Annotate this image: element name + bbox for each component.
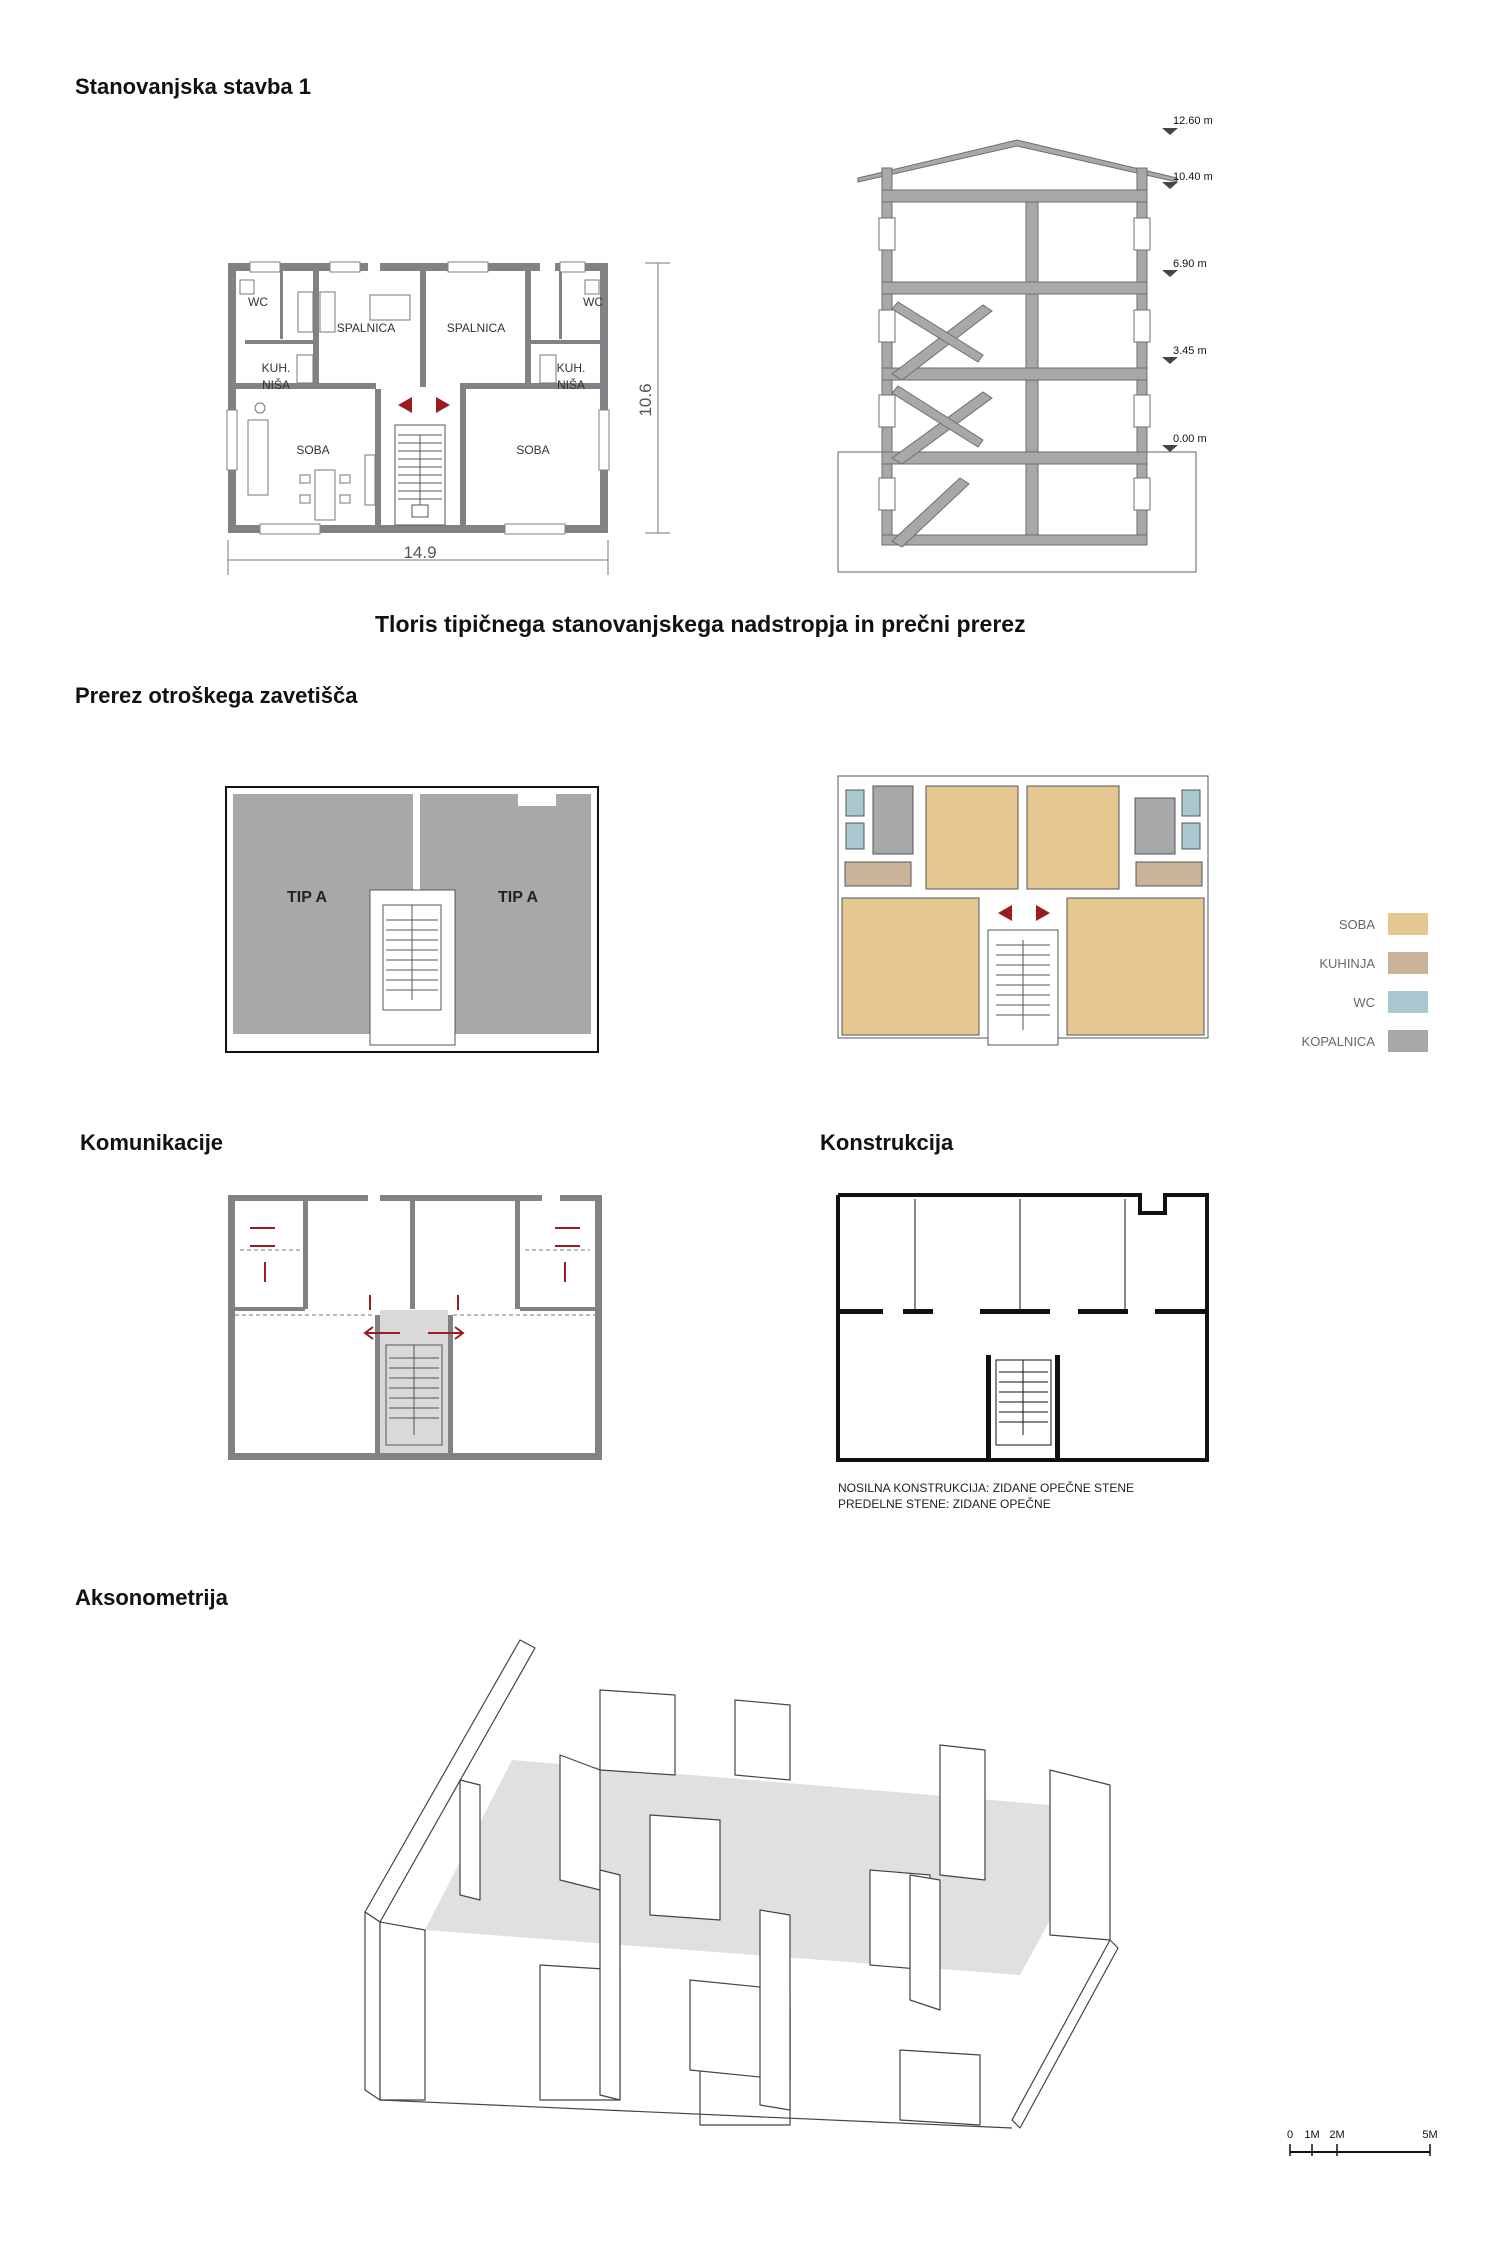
room-soba-right: SOBA	[516, 443, 550, 457]
scale-label-5m: 5M	[1422, 2129, 1438, 2141]
dimension-width: 14.9	[403, 543, 437, 562]
communication-plan	[228, 1195, 602, 1460]
typical-floor-plan	[227, 262, 670, 575]
level-1040: 10.40 m	[1173, 171, 1213, 183]
legend-swatch-soba	[1388, 913, 1428, 935]
level-000: 0.00 m	[1173, 433, 1207, 445]
legend-label-wc: WC	[1353, 995, 1375, 1010]
legend	[1302, 913, 1428, 1052]
legend-label-kopalnica: KOPALNICA	[1301, 1034, 1375, 1049]
legend-swatch-kopalnica	[1388, 1030, 1428, 1052]
axonometry-title: Aksonometrija	[75, 1585, 228, 1610]
type-a-right: TIP A	[497, 889, 539, 906]
scale-label-2m: 2M	[1329, 2129, 1345, 2141]
dimension-height: 10.6	[636, 383, 655, 417]
room-spalnica-left: SPALNICA	[336, 321, 396, 335]
room-soba-left: SOBA	[296, 443, 330, 457]
room-wc-right: WC	[583, 295, 603, 309]
cross-section	[838, 115, 1213, 572]
construction-title: Konstrukcija	[820, 1130, 954, 1155]
room-nisa-right: NIŠA	[556, 378, 586, 392]
scale-label-0: 0	[1286, 2129, 1294, 2141]
note-partition: PREDELNE STENE: ZIDANE OPEČNE	[838, 1497, 1051, 1511]
level-345: 3.45 m	[1173, 345, 1207, 357]
communication-title: Komunikacije	[80, 1130, 224, 1155]
legend-label-soba: SOBA	[1338, 917, 1375, 932]
plan-caption: Tloris tipičnega stanovanjskega nadstropja in prečni prerez	[375, 611, 1026, 637]
construction-plan	[838, 1195, 1207, 1511]
colored-plan	[838, 776, 1208, 1045]
note-load-bearing: NOSILNA KONSTRUKCIJA: ZIDANE OPEČNE STENE	[838, 1481, 1135, 1495]
legend-label-kuhinja: KUHINJA	[1319, 956, 1375, 971]
type-a-left: TIP A	[286, 889, 328, 906]
room-wc-left: WC	[248, 295, 268, 309]
axonometry	[365, 1640, 1118, 2128]
level-1260: 12.60 m	[1173, 115, 1213, 127]
room-kuh-right: KUH.	[556, 361, 586, 375]
room-nisa-left: NIŠA	[261, 378, 291, 392]
legend-swatch-wc	[1388, 991, 1428, 1013]
shelter-title: Prerez otroškega zavetišča	[75, 683, 358, 708]
room-kuh-left: KUH.	[261, 361, 291, 375]
level-690: 6.90 m	[1173, 258, 1207, 270]
scale-bar	[1287, 2129, 1438, 2156]
shelter-plan	[226, 787, 598, 1052]
room-spalnica-right: SPALNICA	[446, 321, 506, 335]
legend-swatch-kuhinja	[1388, 952, 1428, 974]
entrance-arrow-icon	[398, 397, 450, 413]
scale-label-1m: 1M	[1304, 2129, 1320, 2141]
building-title: Stanovanjska stavba 1	[75, 74, 312, 99]
